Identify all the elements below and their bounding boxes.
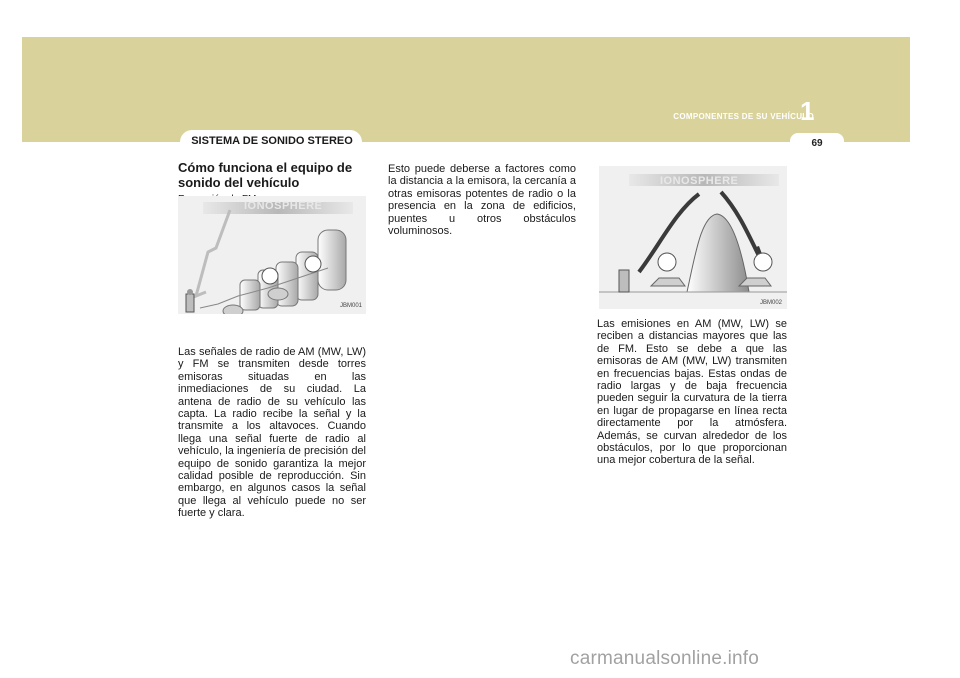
am-reception-figure xyxy=(599,166,787,309)
column2-paragraph: Esto puede deberse a factores como la distancia a la emisora, la cercanía a otras emisoras potentes de radio o la presencia en la zona de edificios, puentes u otros obstáculos voluminosos. xyxy=(388,163,576,238)
chapter-title: COMPONENTES DE SU VEHÍCULO xyxy=(673,112,814,121)
fm-ionosphere-label: IONOSPHERE xyxy=(244,200,323,212)
page-number: 69 xyxy=(811,138,823,149)
article-heading: Cómo funciona el equipo de sonido del vehículo xyxy=(178,160,353,190)
fm-illustration xyxy=(178,196,366,314)
am-figure-code: JBM002 xyxy=(760,300,783,306)
column1-paragraph: Las señales de radio de AM (MW, LW) y FM se transmiten desde torres emisoras situadas en las inmediaciones de su ciudad. La antena de radio de su vehículo las capta. La radio recibe la señal y la transmite a los altavoces. Cuando llega una señal fuerte de radio al vehículo, la ingeniería de precisión del equipo de sonido garantiza la mejor calidad posible de reproducción. Sin embargo, en algunos casos la señal que llega al vehículo puede no ser fuerte y clara. xyxy=(178,346,366,520)
section-title: SISTEMA DE SONIDO STEREO xyxy=(191,135,353,147)
column3-paragraph: Las emisiones en AM (MW, LW) se reciben a distancias mayores que las de FM. Esto se debe a que las emisoras de AM (MW, LW) transmiten en frecuencias bajas. Estas ondas de radio largas y de baja frecuencia pueden seguir la curvatura de la tierra en lugar de propagarse en línea recta directamente por la atmósfera. Además, se curvan alrededor de los obstáculos, por lo que proporcionan una mejor cobertura de la señal. xyxy=(597,318,787,467)
watermark: carmanualsonline.info xyxy=(570,648,760,669)
fm-figure-code: JBM001 xyxy=(340,303,363,309)
am-illustration xyxy=(599,166,787,309)
header-band xyxy=(22,37,910,142)
chapter-number: 1 xyxy=(800,96,815,126)
am-ionosphere-label: IONOSPHERE xyxy=(660,175,739,187)
fm-reception-figure xyxy=(178,196,366,314)
